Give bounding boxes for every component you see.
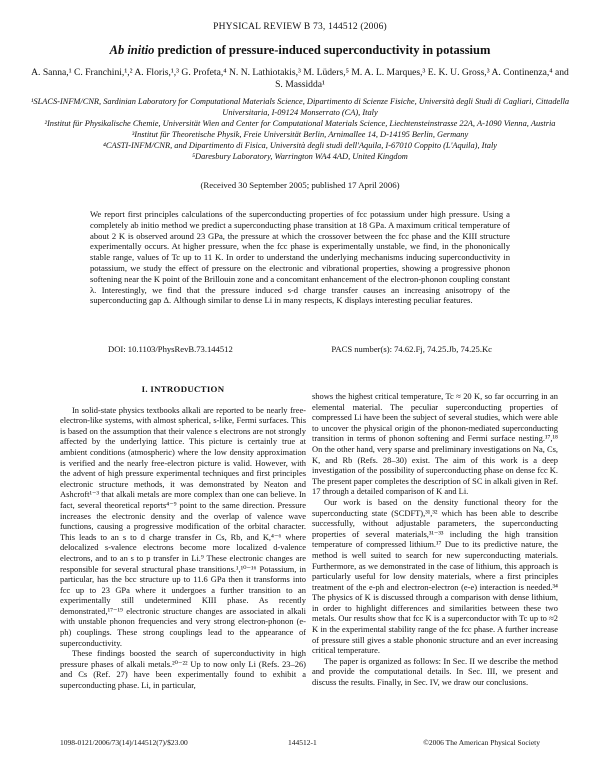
footer-page-number: 144512-1 [288,738,317,747]
title-main-part: prediction of pressure-induced superconductivity in potassium [154,43,491,57]
paragraph: The paper is organized as follows: In Sec. II we describe the method and provide the computational details. In Sec. III, we present and discuss the results. Finally, in Sec. IV, we draw our conclusions. [312,655,558,688]
section-heading: I. INTRODUCTION [141,384,225,394]
received-date: (Received 30 September 2005; published 17 April 2006) [200,180,400,190]
left-column [60,384,306,691]
pacs-numbers: PACS number(s): 74.62.Fj, 74.25.Jb, 74.25.Kc [331,344,492,354]
doi-link[interactable]: DOI: 10.1103/PhysRevB.73.144512 [108,344,233,354]
affiliation-1: ¹SLACS-INFM/CNR, Sardinian Laboratory for Computational Materials Science, Dipartimento di Scienze Fisiche, Università degli Studi di Cagliari, Cittadella Universitaria, I-09124 Monserrato (CA), Italy [30,97,570,117]
footer-copyright: ©2006 The American Physical Society [423,738,540,747]
journal-header: PHYSICAL REVIEW B 73, 144512 (2006) [213,22,387,32]
paper-title [0,43,600,58]
affiliation-4: ⁴CASTI-INFM/CNR, and Dipartimento di Fisica, Università degli studi dell'Aquila, I-67010 Coppito (L'Aquila), Italy [102,141,498,150]
abstract: We report first principles calculations of the superconducting properties of fcc potassium under high pressure. Using a completely ab initio method we predict a superconducting phase transition at 18 GPa. A maximum critical temperature of about 2 K is observed around 23 GPa, the pressure at which the crossover between the fcc phase and the KIII structure experimentally occurs. At higher pressure, when the fcc phase is experimentally unstable, we find, in the phononically stable range, values of Tc up to 11 K. In order to understand the underlying mechanisms inducing superconductivity in potassium, we study the effect of pressure on the electronic and vibrational properties, showing a progressive phonon softening near the K point of the Brillouin zone and a concomitant enhancement of the electron-phonon coupling constant λ. Interestingly, we find that the pressure induced s-d charge transfer causes an increasing anisotropy of the superconducting gap Δ. Although similar to dense Li in many respects, K displays interesting peculiar features. [90,209,510,306]
right-column [312,391,558,688]
author-list: A. Sanna,¹ C. Franchini,¹,² A. Floris,¹,³ G. Profeta,⁴ N. N. Lathiotakis,³ M. Lüders,⁵ M. A. L. Marques,³ E. K. U. Gross,³ A. Continenza,⁴ and S. Massidda¹ [31,67,569,90]
affiliation-5: ⁵Daresbury Laboratory, Warrington WA4 4AD, United Kingdom [192,152,408,161]
paragraph: shows the highest critical temperature, Tc ≈ 20 K, so far occurring in an elemental material. The peculiar superconducting properties of compressed Li have been the subject of several studies, which were able to uncover the physical origin of the phonon-mediated superconducting transition in terms of phonon softening and Fermi surface nesting.¹⁷,¹⁸ On the other hand, very sparse and preliminary investigations on Na, Cs, K, and Rb (Refs. 28–30) exist. The aim of this work is a deep investigation of the possibility of superconducting phase on dense fcc K. The present paper completes the description of SC in alkali given in Ref. 17 through a detailed comparison of K and Li. [312,391,558,497]
affiliation-2: ²Institut für Physikalische Chemie, Universität Wien and Center for Computational Materials Science, Liechtensteinstrasse 22A, A-1090 Vienna, Austria [44,119,556,128]
footer-issn: 1098-0121/2006/73(14)/144512(7)/$23.00 [60,738,188,747]
affiliations [30,96,570,162]
affiliation-3: ³Institut für Theoretische Physik, Freie Universität Berlin, Arnimallee 14, D-14195 Berlin, Germany [131,130,469,139]
paragraph: Our work is based on the density functional theory for the superconducting state (SCDFT),³¹,³² which has been able to describe successfully, without adjustable parameters, the superconducting properties of several materials,³¹⁻³³ including the high transition temperature of compressed lithium.¹⁷ Due to its predictive nature, the method is well suited to search for new superconducting materials. Furthermore, as we demonstrated in the case of lithium, this approach is particularly useful for low density materials, where a first principles treatment of the e-ph and electron-electron (e-e) interaction is needed.³⁴ The physics of K is discussed through a comparison with dense lithium, in order to highlight differences and similarities between these two metals. Our results show that fcc K is a superconductor with Tc up to ≈2 K in the experimental stability range of the fcc phase. A further increase of pressure still gives a stable phononic structure and an ever increasing critical temperature. [312,496,558,656]
paragraph: In solid-state physics textbooks alkali are reported to be nearly free-electron-like systems, with almost spherical, s-like, Fermi surfaces. This is based on the assumption that their valence s electrons are not strongly affected by the underlying lattice. This picture is certainly true at ambient conditions (atmospheric) where the low density approximation is verified and the nearly free-electron picture is valid. However, with the advent of high pressure experimental techniques and first principles electronic structure methods, it was demonstrated by Neaton and Ashcroft¹⁻³ that alkali metals are more complex than one can believe. In fact, several theoretical reports⁴⁻⁹ point to the same direction. Pressure increases the electronic density and the overlap of valence wave functions, causing a progressive modification of the orbital character. This leads to an s to d charge transfer in Cs, Rb, and K,⁴⁻⁶ where delocalized s-valence electrons become more localized d-valence electrons, and to an s to p transfer in Li.⁹ These electronic changes are responsible for several structural phase transitions.¹,¹⁰⁻¹⁶ Potassium, in particular, has the bcc structure up to 11.6 GPa then it transforms into fcc up to 23 GPa where it undergoes a further transition to an experimentally still undetermined KIII phase. As recently demonstrated,¹⁷⁻¹⁹ electronic structure changes are associated in alkali with unstable phonon frequencies and very strong electron-phonon (e-ph) couplings. These strong couplings lead to the appearance of superconductivity. [60,404,306,648]
paragraph: These findings boosted the search of superconductivity in high pressure phases of alkali metals.²⁰⁻²² Up to now only Li (Refs. 23–26) and Cs (Ref. 27) have been experimentally found to exhibit a superconducting phase. Li, in particular, [60,648,306,691]
title-italic-part: Ab initio [109,43,155,57]
